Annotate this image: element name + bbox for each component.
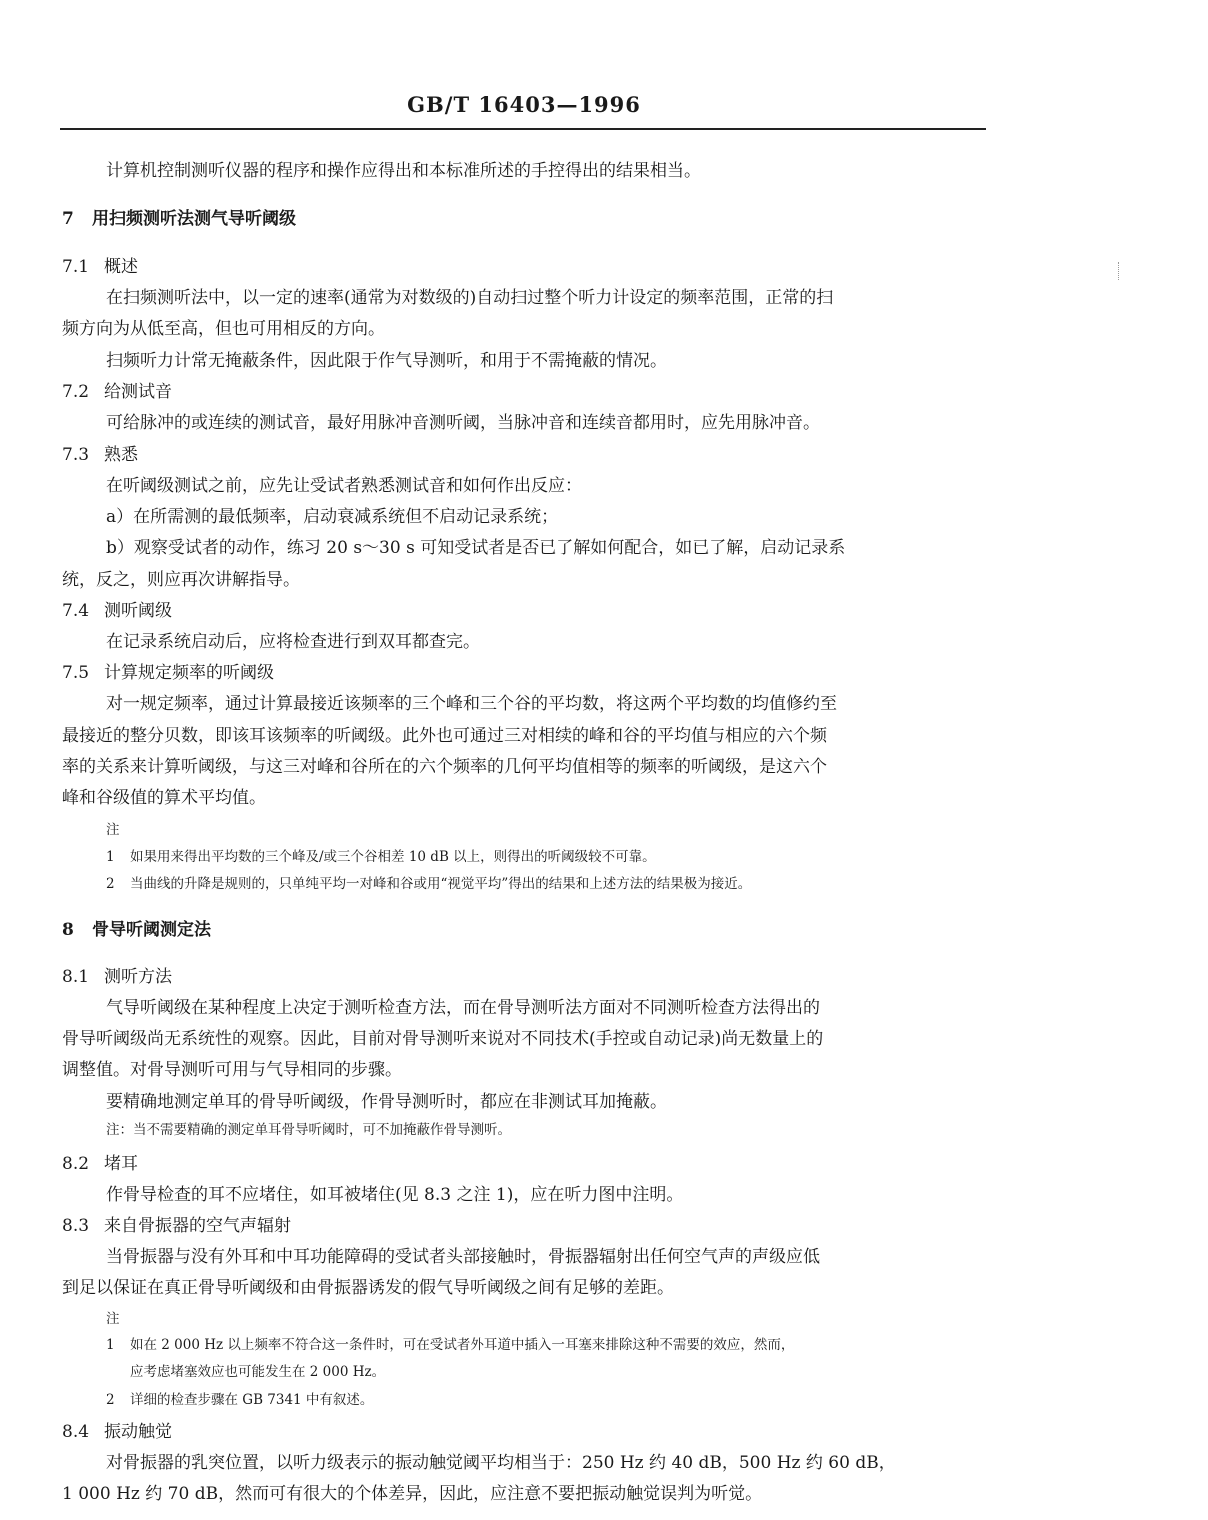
section-7-4-heading xyxy=(62,596,172,621)
scan-speck xyxy=(1118,262,1120,280)
section-number: 8.3 xyxy=(62,1216,90,1236)
section-8-heading xyxy=(62,915,211,940)
note-item xyxy=(106,1388,373,1408)
paragraph-line: 气导听阈级在某种程度上决定于测听检查方法，而在骨导测听法方面对不同测听检查方法得出的 xyxy=(106,998,820,1018)
note-label: 注 xyxy=(106,822,120,838)
section-title: 来自骨振器的空气声辐射 xyxy=(104,1216,291,1236)
note-text: 如果用来得出平均数的三个峰及/或三个谷相差 10 dB 以上，则得出的听阈级较不可靠。 xyxy=(130,849,656,865)
paragraph-line: 在记录系统启动后，应将检查进行到双耳都查完。 xyxy=(106,632,480,652)
section-number: 7.3 xyxy=(62,445,90,465)
note-item xyxy=(106,872,751,892)
section-number: 7.5 xyxy=(62,663,90,683)
note-text: 详细的检查步骤在 GB 7341 中有叙述。 xyxy=(130,1392,374,1408)
paragraph-line: 扫频听力计常无掩蔽条件，因此限于作气导测听，和用于不需掩蔽的情况。 xyxy=(106,351,667,371)
note-label: 注 xyxy=(106,1311,120,1327)
paragraph-line: 最接近的整分贝数，即该耳该频率的听阈级。此外也可通过三对相续的峰和谷的平均值与相应的六个频 xyxy=(62,726,827,746)
section-7-1-heading xyxy=(62,252,138,277)
note-number: 2 xyxy=(106,1392,115,1408)
section-title: 测听方法 xyxy=(104,967,172,987)
intro-paragraph: 计算机控制测听仪器的程序和操作应得出和本标准所述的手控得出的结果相当。 xyxy=(106,161,701,181)
section-number: 7.4 xyxy=(62,601,90,621)
section-title: 振动触觉 xyxy=(104,1422,172,1442)
list-item-a: a）在所需测的最低频率，启动衰减系统但不启动记录系统； xyxy=(106,507,559,527)
paragraph-line: 率的关系来计算听阈级，与这三对峰和谷所在的六个频率的几何平均值相等的频率的听阈级，是这六个 xyxy=(62,757,827,777)
section-8-3-heading xyxy=(62,1211,291,1236)
paragraph-line: 1 000 Hz 约 70 dB，然而可有很大的个体差异，因此，应注意不要把振动触觉误判为听觉。 xyxy=(62,1484,763,1504)
note-text: 如在 2 000 Hz 以上频率不符合这一条件时，可在受试者外耳道中插入一耳塞来排除这种不需要的效应，然而， xyxy=(130,1337,795,1353)
note-number: 1 xyxy=(106,1337,115,1353)
section-7-5-heading xyxy=(62,658,274,683)
section-title: 概述 xyxy=(104,257,138,277)
section-8-1-heading xyxy=(62,962,172,987)
paragraph-line: 在听阈级测试之前，应先让受试者熟悉测试音和如何作出反应： xyxy=(106,476,582,496)
section-7-2-heading xyxy=(62,377,172,402)
paragraph-line: 统，反之，则应再次讲解指导。 xyxy=(62,570,300,590)
paragraph-line: 频方向为从低至高，但也可用相反的方向。 xyxy=(62,319,385,339)
section-title: 给测试音 xyxy=(104,382,172,402)
paragraph-line: 当骨振器与没有外耳和中耳功能障碍的受试者头部接触时，骨振器辐射出任何空气声的声级应低 xyxy=(106,1247,820,1267)
paragraph-line: 作骨导检查的耳不应堵住，如耳被堵住(见 8.3 之注 1)，应在听力图中注明。 xyxy=(106,1185,684,1205)
section-7-heading xyxy=(62,204,296,229)
paragraph-line: 在扫频测听法中，以一定的速率(通常为对数级的)自动扫过整个听力计设定的频率范围，正常的扫 xyxy=(106,288,834,308)
note-number: 1 xyxy=(106,849,115,865)
note-text: 当曲线的升降是规则的，只单纯平均一对峰和谷或用“视觉平均”得出的结果和上述方法的结果极为接近。 xyxy=(130,876,752,892)
section-number: 8.2 xyxy=(62,1154,90,1174)
list-item-b: b）观察受试者的动作，练习 20 s～30 s 可知受试者是否已了解如何配合，如已了解，启动记录系 xyxy=(106,538,846,558)
section-title: 计算规定频率的听阈级 xyxy=(104,663,274,683)
header-rule xyxy=(60,128,986,130)
note-item xyxy=(106,1333,794,1353)
note-item: 注：当不需要精确的测定单耳骨导听阈时，可不加掩蔽作骨导测听。 xyxy=(106,1122,511,1138)
section-number: 8.1 xyxy=(62,967,90,987)
paragraph-line: 到足以保证在真正骨导听阈级和由骨振器诱发的假气导听阈级之间有足够的差距。 xyxy=(62,1278,674,1298)
section-8-4-heading xyxy=(62,1417,172,1442)
note-continuation: 应考虑堵塞效应也可能发生在 2 000 Hz。 xyxy=(130,1364,386,1380)
paragraph-line: 骨导听阈级尚无系统性的观察。因此，目前对骨导测听来说对不同技术(手控或自动记录)尚无数量上的 xyxy=(62,1029,824,1049)
note-number: 2 xyxy=(106,876,115,892)
section-number: 8.4 xyxy=(62,1422,90,1442)
paragraph-line: 峰和谷级值的算术平均值。 xyxy=(62,788,266,808)
section-number: 7.2 xyxy=(62,382,90,402)
section-number: 7.1 xyxy=(62,257,90,277)
section-title: 熟悉 xyxy=(104,445,138,465)
section-title: 测听阈级 xyxy=(104,601,172,621)
paragraph-line: 要精确地测定单耳的骨导听阈级，作骨导测听时，都应在非测试耳加掩蔽。 xyxy=(106,1092,667,1112)
page-header: GB/T 16403—1996 xyxy=(407,92,641,117)
paragraph-line: 对一规定频率，通过计算最接近该频率的三个峰和三个谷的平均数，将这两个平均数的均值修约至 xyxy=(106,694,837,714)
paragraph-line: 可给脉冲的或连续的测试音，最好用脉冲音测听阈，当脉冲音和连续音都用时，应先用脉冲音。 xyxy=(106,413,820,433)
paragraph-line: 对骨振器的乳突位置，以听力级表示的振动触觉阈平均相当于：250 Hz 约 40 dB，500 Hz 约 60 dB， xyxy=(106,1453,896,1473)
section-7-title: 用扫频测听法测气导听阈级 xyxy=(92,209,296,229)
section-title: 堵耳 xyxy=(104,1154,138,1174)
paragraph-line: 调整值。对骨导测听可用与气导相同的步骤。 xyxy=(62,1060,402,1080)
section-8-2-heading xyxy=(62,1149,138,1174)
section-7-number: 7 xyxy=(62,209,74,229)
note-item xyxy=(106,845,656,865)
section-7-3-heading xyxy=(62,440,138,465)
section-8-title: 骨导听阈测定法 xyxy=(92,920,211,940)
section-8-number: 8 xyxy=(62,920,74,940)
